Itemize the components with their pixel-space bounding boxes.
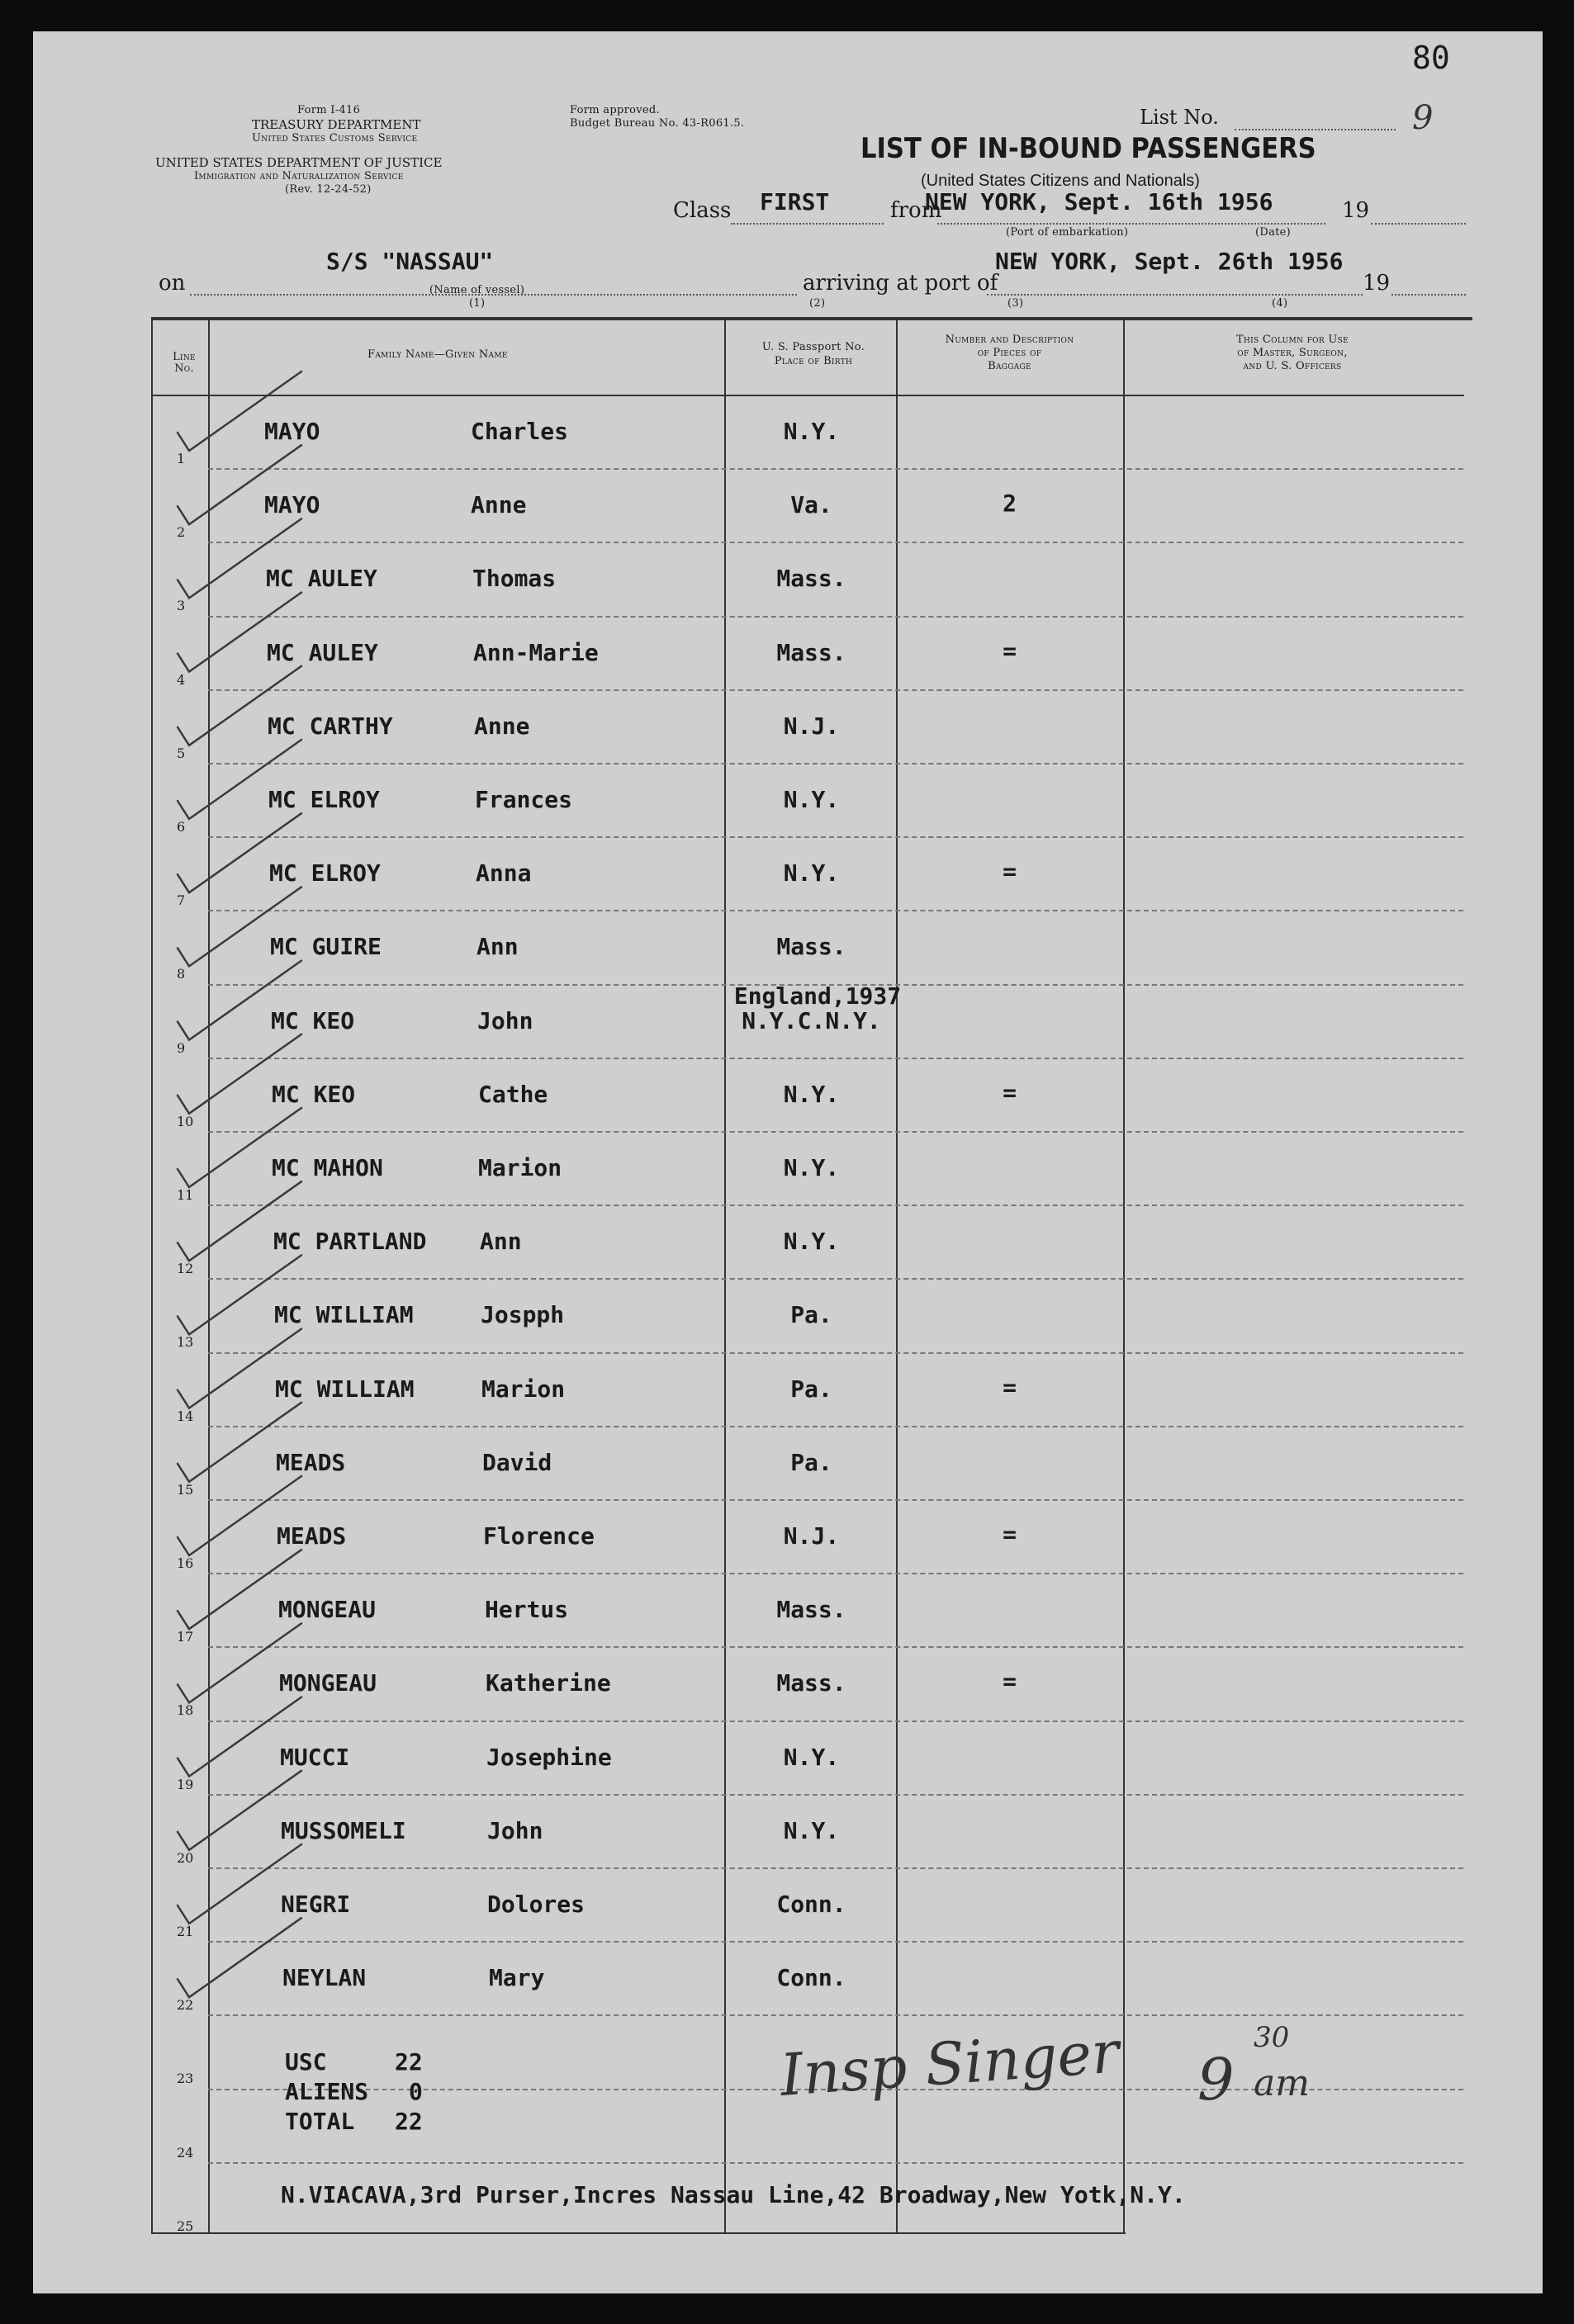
checkmark [178, 372, 301, 451]
class-label: Class [673, 198, 732, 223]
checkmark [178, 740, 301, 819]
given-name: David [482, 1448, 552, 1476]
given-name: Ann [480, 1228, 522, 1256]
aliens-label: ALIENS [285, 2078, 369, 2105]
place-of-birth: Mass. [776, 1669, 846, 1697]
baggage-count: = [1003, 1668, 1017, 1696]
line-number: 1 [177, 451, 186, 466]
given-name: John [487, 1816, 543, 1844]
checkmark [178, 887, 301, 966]
place-of-birth: N.Y. [783, 1743, 840, 1771]
baggage-count: = [1003, 637, 1017, 665]
given-name: Ann [476, 933, 519, 961]
column-2-number: (2) [809, 297, 826, 310]
on-label: on [159, 271, 186, 296]
checkmark [178, 1034, 301, 1114]
line-number: 13 [177, 1334, 194, 1351]
family-name: MC CARTHY [268, 712, 393, 740]
class-value: FIRST [760, 188, 830, 215]
customs-service: United States Customs Service [252, 132, 418, 144]
line-number: 21 [177, 1924, 194, 1939]
family-name: MC KEO [272, 1080, 356, 1108]
baggage-count: = [1003, 1521, 1017, 1548]
place-of-birth: N.Y. [783, 418, 840, 445]
col-header-officers-3: and U. S. Officers [1243, 360, 1342, 372]
line-number: 10 [177, 1113, 194, 1129]
page-subtitle: (United States Citizens and Nationals) [921, 172, 1200, 190]
given-name: Anne [474, 712, 530, 740]
family-name: MEADS [276, 1448, 346, 1476]
arriving-label: arriving at port of [803, 271, 998, 296]
checkmark [178, 1623, 301, 1702]
line-number: 7 [177, 892, 186, 909]
family-name: MC PARTLAND [273, 1228, 427, 1256]
checkmark [178, 518, 301, 598]
aliens-value: 0 [409, 2078, 423, 2105]
place-of-birth: Mass. [776, 638, 846, 666]
vessel-name: S/S "NASSAU" [326, 248, 494, 275]
given-name: Florence [483, 1522, 595, 1550]
family-name: MC MAHON [272, 1154, 383, 1181]
place-of-birth: N.J. [783, 1522, 840, 1550]
family-name: MC AULEY [267, 638, 378, 666]
treasury-department: TREASURY DEPARTMENT [252, 117, 421, 132]
checkmark [178, 961, 301, 1040]
checkmark [178, 666, 301, 745]
col-header-baggage-2: of Pieces of [977, 347, 1042, 359]
checkmark [178, 813, 301, 892]
baggage-count: = [1003, 1373, 1017, 1401]
line-number: 5 [177, 745, 186, 761]
col-header-line-no: Line No. [173, 351, 196, 375]
col-header-name: Family Name—Given Name [367, 348, 508, 361]
line-number: 19 [177, 1776, 194, 1792]
purser-line: N.VIACAVA,3rd Purser,Incres Nassau Line,42 Broadway,New Yotk,N.Y. [281, 2181, 1186, 2208]
family-name: MEADS [277, 1522, 347, 1550]
line-number: 24 [177, 2144, 194, 2161]
total-value: 22 [395, 2108, 423, 2135]
place-of-birth: N.Y. [783, 1080, 840, 1108]
line-number: 11 [177, 1187, 194, 1203]
line-number: 9 [177, 1039, 186, 1056]
given-name: Charles [471, 418, 569, 445]
column-4-number: (4) [1272, 297, 1288, 310]
vessel-caption: (Name of vessel) [429, 284, 525, 296]
given-name: Marion [478, 1154, 562, 1181]
given-name: Cathe [478, 1080, 548, 1108]
family-name: MC WILLIAM [274, 1301, 414, 1329]
col-header-passport: U. S. Passport No. [761, 341, 865, 353]
col-header-birth: Place of Birth [774, 355, 853, 367]
place-of-birth: N.Y.C.N.Y. [742, 1006, 881, 1034]
given-name: Dolores [487, 1891, 586, 1918]
line-number: 8 [177, 966, 186, 982]
given-name: Katherine [486, 1669, 611, 1697]
from-year-suffix: 19 [1342, 198, 1370, 223]
given-name: Marion [481, 1375, 566, 1403]
checkmark [178, 1844, 301, 1924]
arriving-year-suffix: 19 [1363, 271, 1391, 296]
family-name: MAYO [264, 418, 320, 445]
place-of-birth: Pa. [790, 1301, 832, 1329]
checkmark [178, 1550, 301, 1629]
place-of-birth: N.Y. [783, 786, 840, 813]
given-name: Frances [475, 786, 573, 813]
family-name: MAYO [264, 491, 320, 519]
usc-label: USC [285, 2048, 327, 2076]
vessel-caption-num: (1) [469, 297, 486, 310]
place-of-birth: Pa. [790, 1375, 832, 1403]
checkmark [178, 1403, 301, 1482]
given-name: Jospph [481, 1301, 565, 1329]
family-name: MC KEO [271, 1006, 355, 1034]
family-name: MUSSOMELI [281, 1816, 406, 1844]
given-name: John [477, 1006, 533, 1034]
family-name: MC GUIRE [270, 933, 382, 961]
line-number: 6 [177, 819, 186, 835]
family-name: MUCCI [280, 1743, 350, 1771]
form-id: Form I-416 [297, 104, 361, 116]
line-number: 25 [177, 2218, 194, 2234]
line-number: 20 [177, 1849, 194, 1866]
line-number: 12 [177, 1261, 194, 1277]
place-of-birth: Pa. [790, 1448, 832, 1476]
arriving-value: NEW YORK, Sept. 26th 1956 [995, 248, 1344, 275]
line-number: 2 [177, 524, 186, 541]
immigration-service: Immigration and Naturalization Service [194, 170, 404, 182]
given-name: Thomas [472, 565, 557, 593]
place-of-birth: Mass. [776, 565, 846, 593]
place-of-birth: N.Y. [783, 859, 840, 887]
line-number: 14 [177, 1408, 194, 1424]
checkmark [178, 1329, 301, 1408]
baggage-count: = [1003, 858, 1017, 886]
line-number: 3 [177, 598, 186, 614]
total-label: TOTAL [285, 2108, 355, 2135]
col-header-officers-2: of Master, Surgeon, [1237, 347, 1348, 359]
checkmark [178, 1255, 301, 1334]
place-of-birth: N.Y. [783, 1228, 840, 1256]
given-name: Mary [489, 1964, 545, 1992]
from-value: NEW YORK, Sept. 16th 1956 [925, 188, 1273, 215]
signature-time-minutes: 30 [1254, 2021, 1290, 2054]
place-of-birth: Mass. [776, 1596, 846, 1624]
line-number: 18 [177, 1702, 194, 1719]
usc-value: 22 [395, 2048, 423, 2076]
checkmark-overlay [33, 31, 1543, 2293]
signature-time: 9 [1197, 2046, 1235, 2113]
date-caption: (Date) [1255, 226, 1292, 239]
page-number: 80 [1412, 40, 1450, 76]
line-number: 16 [177, 1555, 194, 1571]
place-of-birth: N.J. [783, 712, 840, 740]
port-caption: (Port of embarkation) [1006, 226, 1129, 239]
family-name: NEYLAN [282, 1964, 367, 1992]
manifest-page [33, 31, 1543, 2293]
page-title: LIST OF IN-BOUND PASSENGERS [860, 132, 1316, 165]
family-name: MONGEAU [279, 1669, 377, 1697]
family-name: MONGEAU [278, 1596, 377, 1624]
given-name: Hertus [485, 1596, 569, 1624]
checkmark [178, 593, 301, 672]
column-3-number: (3) [1007, 297, 1024, 310]
checkmark [178, 1476, 301, 1555]
checkmark [178, 1697, 301, 1777]
family-name: MC WILLIAM [275, 1375, 415, 1403]
line-number: 17 [177, 1629, 194, 1645]
place-of-birth: Conn. [776, 1891, 846, 1918]
place-of-birth: Va. [790, 491, 832, 519]
family-name: MC ELROY [269, 859, 381, 887]
checkmark [178, 1771, 301, 1850]
given-name: Josephine [486, 1743, 612, 1771]
baggage-count: = [1003, 1078, 1017, 1106]
given-name: Ann-Marie [473, 638, 599, 666]
checkmark [178, 445, 301, 524]
list-no-value: 9 [1412, 99, 1434, 137]
line-number: 22 [177, 1997, 194, 2014]
checkmark [178, 1918, 301, 1997]
department-of-justice: UNITED STATES DEPARTMENT OF JUSTICE [155, 155, 443, 170]
list-no-label: List No. [1140, 106, 1219, 129]
col-header-baggage-1: Number and Description [945, 334, 1074, 346]
baggage-count: 2 [1003, 490, 1017, 518]
line-number: 23 [177, 2071, 194, 2087]
given-name: Anna [476, 859, 532, 887]
inspector-signature: Insp Singer [778, 2018, 1121, 2109]
place-of-birth: Mass. [776, 933, 846, 961]
family-name: MC ELROY [268, 786, 380, 813]
from-label: from [890, 198, 942, 223]
col-header-baggage-3: Baggage [988, 360, 1031, 372]
checkmark [178, 1108, 301, 1187]
family-name: NEGRI [281, 1891, 351, 1918]
place-of-birth: N.Y. [783, 1816, 840, 1844]
line-number: 15 [177, 1481, 194, 1498]
signature-time-suffix: am [1254, 2062, 1310, 2104]
budget-bureau: Budget Bureau No. 43-R061.5. [570, 117, 745, 130]
form-approved: Form approved. [570, 104, 660, 116]
col-header-officers-1: This Column for Use [1236, 334, 1349, 346]
form-revision: (Rev. 12-24-52) [285, 183, 372, 196]
line-number: 4 [177, 671, 186, 688]
place-of-birth: Conn. [776, 1964, 846, 1992]
place-of-birth: N.Y. [783, 1154, 840, 1181]
family-name: MC AULEY [266, 565, 377, 593]
place-of-birth-extra: England,1937 [733, 982, 902, 1010]
checkmark [178, 1181, 301, 1261]
given-name: Anne [471, 491, 527, 519]
